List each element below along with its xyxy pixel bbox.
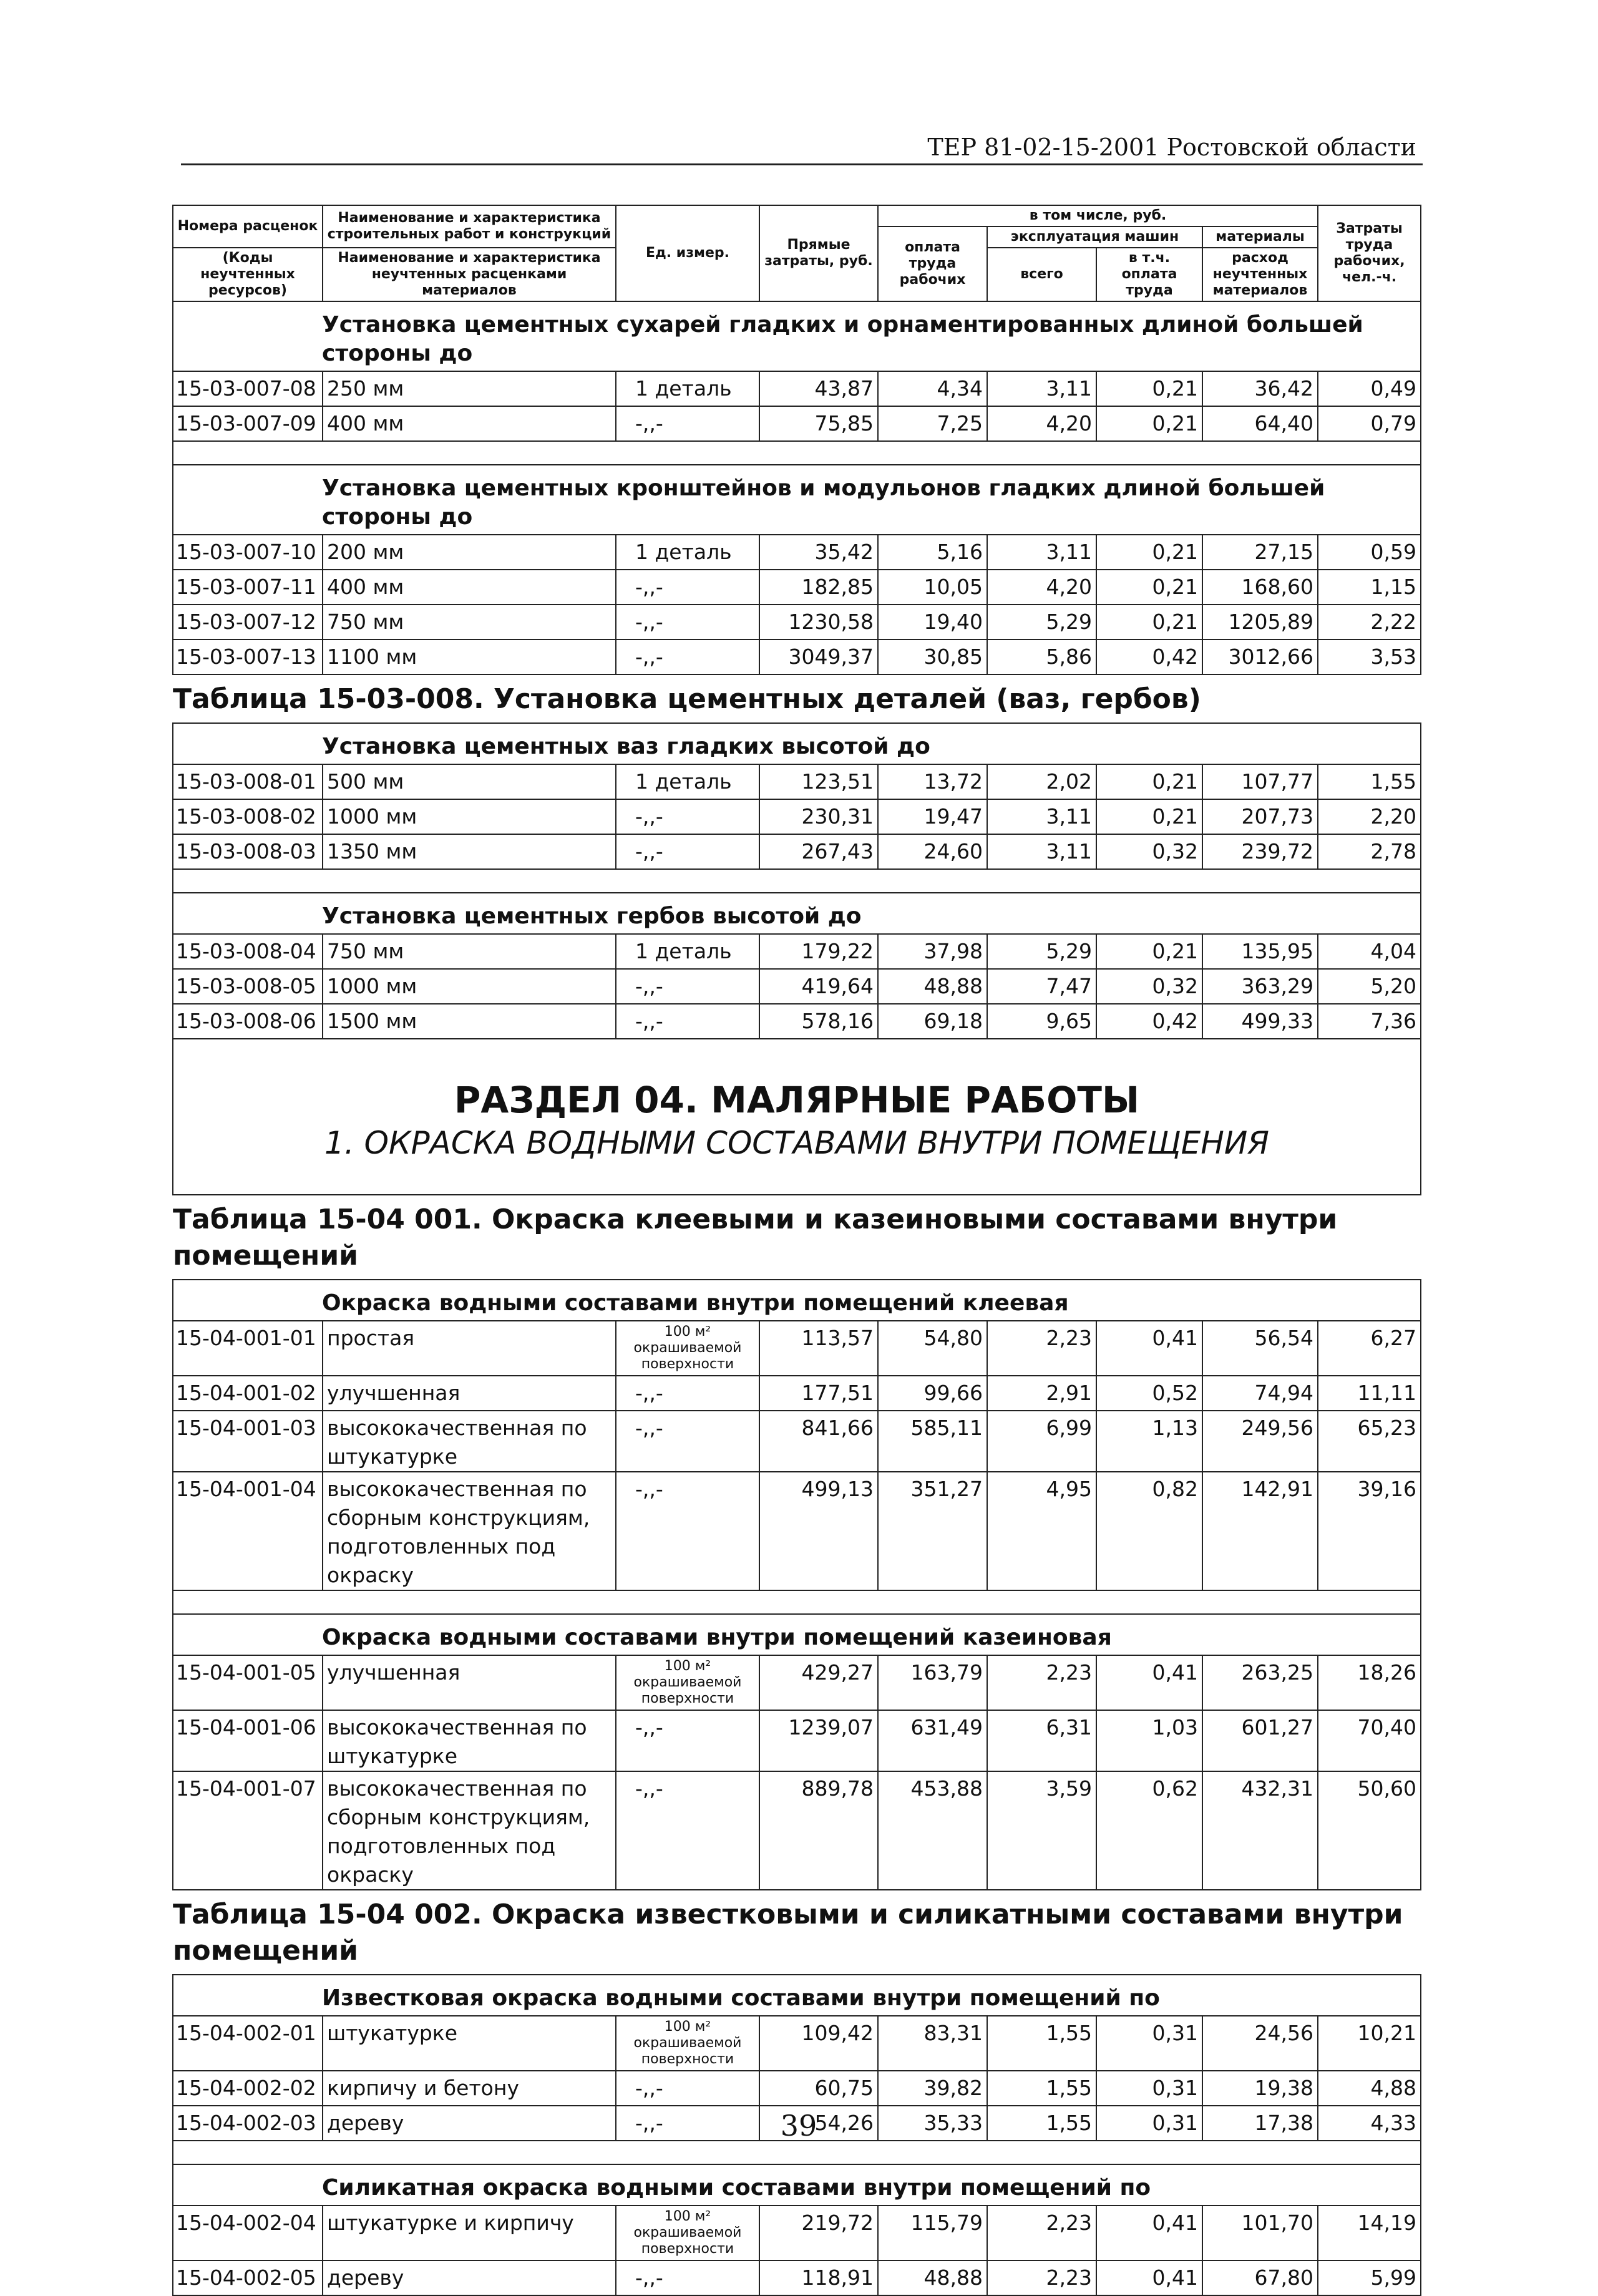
unit-cell: -,,- xyxy=(616,570,759,605)
rate-code: 15-03-007-10 xyxy=(173,535,323,570)
table-row xyxy=(173,1655,1421,1710)
rates-sheet xyxy=(172,205,1420,2296)
materials-cost: 36,42 xyxy=(1202,371,1318,406)
direct-cost: 179,22 xyxy=(759,934,878,969)
unit-cell: -,,- xyxy=(616,1376,759,1411)
header-machines-total: всего xyxy=(987,248,1096,301)
machines-total: 1,55 xyxy=(987,2016,1096,2071)
direct-cost: 578,16 xyxy=(759,1004,878,1039)
machines-total: 9,65 xyxy=(987,1004,1096,1039)
machines-total: 3,11 xyxy=(987,834,1096,869)
materials-cost: 74,94 xyxy=(1202,1376,1318,1411)
rate-code: 15-04-002-01 xyxy=(173,2016,323,2071)
machines-pay: 0,21 xyxy=(1096,934,1202,969)
section-row xyxy=(173,1614,1421,1655)
machines-pay: 0,42 xyxy=(1096,640,1202,674)
table-row xyxy=(173,1411,1421,1472)
work-name: 750 мм xyxy=(323,605,616,640)
rate-code: 15-04-001-07 xyxy=(173,1771,323,1890)
header-machines: эксплуатация машин xyxy=(987,226,1202,248)
rate-code: 15-03-008-04 xyxy=(173,934,323,969)
machines-pay: 0,41 xyxy=(1096,2260,1202,2295)
header-labor-cost: Затраты труда рабочих, чел.-ч. xyxy=(1318,205,1421,301)
machines-pay: 0,41 xyxy=(1096,1655,1202,1710)
table-title: Таблица 15-03-008. Установка цементных деталей (ваз, гербов) xyxy=(173,674,1421,723)
rate-code: 15-04-002-04 xyxy=(173,2206,323,2260)
rate-code: 15-03-008-02 xyxy=(173,799,323,834)
section-row xyxy=(173,1975,1421,2016)
machines-total: 3,59 xyxy=(987,1771,1096,1890)
labor-hours: 2,22 xyxy=(1318,605,1421,640)
section-row xyxy=(173,1280,1421,1321)
unit-cell: 100 м² окрашиваемой поверхности xyxy=(616,2206,759,2260)
machines-total: 5,86 xyxy=(987,640,1096,674)
work-name: 400 мм xyxy=(323,570,616,605)
spacer-row xyxy=(173,1590,1421,1614)
labor-pay: 585,11 xyxy=(878,1411,987,1472)
machines-pay: 0,41 xyxy=(1096,2206,1202,2260)
labor-hours: 50,60 xyxy=(1318,1771,1421,1890)
direct-cost: 429,27 xyxy=(759,1655,878,1710)
labor-pay: 13,72 xyxy=(878,764,987,799)
machines-total: 6,31 xyxy=(987,1710,1096,1771)
rate-code: 15-03-008-06 xyxy=(173,1004,323,1039)
machines-pay: 0,21 xyxy=(1096,406,1202,441)
table-body xyxy=(173,301,1421,2295)
labor-pay: 453,88 xyxy=(878,1771,987,1890)
unit-cell: -,,- xyxy=(616,2071,759,2106)
unit-cell: -,,- xyxy=(616,2260,759,2295)
table-title: Таблица 15-04 001. Окраска клеевыми и казеиновыми составами внутри помещений xyxy=(173,1195,1421,1280)
table-row xyxy=(173,969,1421,1004)
labor-hours: 0,59 xyxy=(1318,535,1421,570)
machines-pay: 0,41 xyxy=(1096,1321,1202,1376)
machines-pay: 0,31 xyxy=(1096,2106,1202,2141)
direct-cost: 3049,37 xyxy=(759,640,878,674)
machines-pay: 0,31 xyxy=(1096,2071,1202,2106)
machines-pay: 0,21 xyxy=(1096,570,1202,605)
labor-hours: 5,20 xyxy=(1318,969,1421,1004)
work-name: 1000 мм xyxy=(323,799,616,834)
unit-cell: -,,- xyxy=(616,1411,759,1472)
work-name: высококачественная по штукатурке xyxy=(323,1411,616,1472)
direct-cost: 177,51 xyxy=(759,1376,878,1411)
work-name: 200 мм xyxy=(323,535,616,570)
direct-cost: 123,51 xyxy=(759,764,878,799)
table-row xyxy=(173,1771,1421,1890)
table-row xyxy=(173,605,1421,640)
labor-hours: 4,88 xyxy=(1318,2071,1421,2106)
table-row xyxy=(173,535,1421,570)
materials-cost: 1205,89 xyxy=(1202,605,1318,640)
materials-cost: 249,56 xyxy=(1202,1411,1318,1472)
header-name-sub: Наименование и характеристика неучтенных расценками материалов xyxy=(323,248,616,301)
unit-cell: -,,- xyxy=(616,605,759,640)
section-heading: Установка цементных сухарей гладких и орнаментированных длиной большей стороны до xyxy=(173,301,1421,371)
work-name: 1350 мм xyxy=(323,834,616,869)
header-machines-incl: в т.ч. оплата труда xyxy=(1096,248,1202,301)
unit-cell: 100 м² окрашиваемой поверхности xyxy=(616,2016,759,2071)
materials-cost: 363,29 xyxy=(1202,969,1318,1004)
work-name: 500 мм xyxy=(323,764,616,799)
section-row xyxy=(173,301,1421,371)
labor-hours: 39,16 xyxy=(1318,1472,1421,1590)
unit-cell: -,,- xyxy=(616,1472,759,1590)
direct-cost: 75,85 xyxy=(759,406,878,441)
direct-cost: 230,31 xyxy=(759,799,878,834)
work-name: 1500 мм xyxy=(323,1004,616,1039)
machines-pay: 0,21 xyxy=(1096,535,1202,570)
materials-cost: 135,95 xyxy=(1202,934,1318,969)
machines-total: 3,11 xyxy=(987,535,1096,570)
labor-hours: 6,27 xyxy=(1318,1321,1421,1376)
materials-cost: 27,15 xyxy=(1202,535,1318,570)
labor-pay: 48,88 xyxy=(878,2260,987,2295)
materials-cost: 19,38 xyxy=(1202,2071,1318,2106)
materials-cost: 64,40 xyxy=(1202,406,1318,441)
labor-hours: 3,53 xyxy=(1318,640,1421,674)
table-row xyxy=(173,1472,1421,1590)
machines-total: 4,20 xyxy=(987,570,1096,605)
labor-pay: 35,33 xyxy=(878,2106,987,2141)
labor-hours: 14,19 xyxy=(1318,2206,1421,2260)
machines-total: 5,29 xyxy=(987,605,1096,640)
machines-total: 2,23 xyxy=(987,2206,1096,2260)
unit-cell: 1 деталь xyxy=(616,535,759,570)
machines-pay: 0,82 xyxy=(1096,1472,1202,1590)
direct-cost: 1239,07 xyxy=(759,1710,878,1771)
direct-cost: 267,43 xyxy=(759,834,878,869)
labor-pay: 37,98 xyxy=(878,934,987,969)
header-name: Наименование и характеристика строительных работ и конструкций xyxy=(323,205,616,248)
labor-hours: 1,55 xyxy=(1318,764,1421,799)
machines-total: 7,47 xyxy=(987,969,1096,1004)
unit-cell: -,,- xyxy=(616,1771,759,1890)
labor-pay: 163,79 xyxy=(878,1655,987,1710)
section-heading: Известковая окраска водными составами внутри помещений по xyxy=(173,1975,1421,2016)
header-code-sub: (Коды неучтенных ресурсов) xyxy=(173,248,323,301)
rate-code: 15-04-002-02 xyxy=(173,2071,323,2106)
materials-cost: 17,38 xyxy=(1202,2106,1318,2141)
section-row xyxy=(173,465,1421,535)
materials-cost: 168,60 xyxy=(1202,570,1318,605)
rate-code: 15-03-007-09 xyxy=(173,406,323,441)
direct-cost: 419,64 xyxy=(759,969,878,1004)
labor-hours: 65,23 xyxy=(1318,1411,1421,1472)
header-materials-sub: расход неучтенных материалов xyxy=(1202,248,1318,301)
labor-pay: 30,85 xyxy=(878,640,987,674)
materials-cost: 207,73 xyxy=(1202,799,1318,834)
machines-total: 6,99 xyxy=(987,1411,1096,1472)
materials-cost: 24,56 xyxy=(1202,2016,1318,2071)
labor-pay: 48,88 xyxy=(878,969,987,1004)
table-row xyxy=(173,1376,1421,1411)
labor-hours: 10,21 xyxy=(1318,2016,1421,2071)
header-direct: Прямые затраты, руб. xyxy=(759,205,878,301)
unit-cell: 1 деталь xyxy=(616,764,759,799)
labor-hours: 2,20 xyxy=(1318,799,1421,834)
direct-cost: 60,75 xyxy=(759,2071,878,2106)
section-heading: Окраска водными составами внутри помещений клеевая xyxy=(173,1280,1421,1321)
spacer-cell xyxy=(173,2141,1421,2164)
materials-cost: 432,31 xyxy=(1202,1771,1318,1890)
rate-code: 15-04-001-04 xyxy=(173,1472,323,1590)
labor-pay: 351,27 xyxy=(878,1472,987,1590)
labor-pay: 115,79 xyxy=(878,2206,987,2260)
machines-pay: 0,42 xyxy=(1096,1004,1202,1039)
materials-cost: 263,25 xyxy=(1202,1655,1318,1710)
labor-pay: 10,05 xyxy=(878,570,987,605)
header-including: в том числе, руб. xyxy=(878,205,1318,226)
table-row xyxy=(173,799,1421,834)
labor-hours: 1,15 xyxy=(1318,570,1421,605)
table-row xyxy=(173,2206,1421,2260)
table-row xyxy=(173,2071,1421,2106)
direct-cost: 43,87 xyxy=(759,371,878,406)
machines-pay: 0,62 xyxy=(1096,1771,1202,1890)
machines-total: 3,11 xyxy=(987,371,1096,406)
work-name: штукатурке xyxy=(323,2016,616,2071)
work-name: 400 мм xyxy=(323,406,616,441)
labor-pay: 631,49 xyxy=(878,1710,987,1771)
spacer-cell xyxy=(173,869,1421,893)
machines-total: 2,02 xyxy=(987,764,1096,799)
direct-cost: 113,57 xyxy=(759,1321,878,1376)
spacer-row xyxy=(173,869,1421,893)
unit-cell: -,,- xyxy=(616,969,759,1004)
machines-pay: 1,13 xyxy=(1096,1411,1202,1472)
labor-pay: 83,31 xyxy=(878,2016,987,2071)
table-row xyxy=(173,640,1421,674)
table-title-row xyxy=(173,1890,1421,1975)
page-header xyxy=(181,132,1423,165)
labor-hours: 7,36 xyxy=(1318,1004,1421,1039)
table-row xyxy=(173,1321,1421,1376)
header-materials: материалы xyxy=(1202,226,1318,248)
section-row xyxy=(173,2164,1421,2206)
machines-pay: 0,32 xyxy=(1096,834,1202,869)
machines-total: 5,29 xyxy=(987,934,1096,969)
rate-code: 15-04-001-05 xyxy=(173,1655,323,1710)
unit-cell: -,,- xyxy=(616,1004,759,1039)
materials-cost: 499,33 xyxy=(1202,1004,1318,1039)
rate-code: 15-03-007-12 xyxy=(173,605,323,640)
labor-pay: 19,40 xyxy=(878,605,987,640)
header-code: Номера расценок xyxy=(173,205,323,248)
section-heading: Силикатная окраска водными составами внутри помещений по xyxy=(173,2164,1421,2206)
machines-total: 4,20 xyxy=(987,406,1096,441)
direct-cost: 109,42 xyxy=(759,2016,878,2071)
unit-cell: 100 м² окрашиваемой поверхности xyxy=(616,1321,759,1376)
machines-total: 3,11 xyxy=(987,799,1096,834)
labor-pay: 99,66 xyxy=(878,1376,987,1411)
rate-code: 15-04-001-03 xyxy=(173,1411,323,1472)
table-row xyxy=(173,2260,1421,2295)
unit-cell: -,,- xyxy=(616,1710,759,1771)
labor-pay: 24,60 xyxy=(878,834,987,869)
header-unit: Ед. измер. xyxy=(616,205,759,301)
rate-code: 15-03-007-11 xyxy=(173,570,323,605)
work-name: улучшенная xyxy=(323,1655,616,1710)
machines-pay: 0,21 xyxy=(1096,605,1202,640)
table-row xyxy=(173,570,1421,605)
materials-cost: 101,70 xyxy=(1202,2206,1318,2260)
header-labor-pay: оплата труда рабочих xyxy=(878,226,987,301)
section-heading: Установка цементных кронштейнов и модульонов гладких длиной большей стороны до xyxy=(173,465,1421,535)
work-name: 750 мм xyxy=(323,934,616,969)
labor-pay: 5,16 xyxy=(878,535,987,570)
direct-cost: 118,91 xyxy=(759,2260,878,2295)
machines-pay: 1,03 xyxy=(1096,1710,1202,1771)
direct-cost: 889,78 xyxy=(759,1771,878,1890)
work-name: дереву xyxy=(323,2260,616,2295)
work-name: 1000 мм xyxy=(323,969,616,1004)
section-title: РАЗДЕЛ 04. МАЛЯРНЫЕ РАБОТЫ xyxy=(454,1079,1140,1121)
machines-pay: 0,21 xyxy=(1096,764,1202,799)
work-name: высококачественная по сборным конструкциям, подготовленных под окраску xyxy=(323,1472,616,1590)
page-number: 39 xyxy=(780,2109,817,2143)
work-name: штукатурке и кирпичу xyxy=(323,2206,616,2260)
section-heading: Установка цементных ваз гладких высотой до xyxy=(173,723,1421,764)
work-name: простая xyxy=(323,1321,616,1376)
document-title: ТЕР 81-02-15-2001 Ростовской области xyxy=(927,134,1416,161)
materials-cost: 67,80 xyxy=(1202,2260,1318,2295)
table-row xyxy=(173,1004,1421,1039)
materials-cost: 56,54 xyxy=(1202,1321,1318,1376)
table-title-row xyxy=(173,674,1421,723)
rate-code: 15-03-007-13 xyxy=(173,640,323,674)
rate-code: 15-03-007-08 xyxy=(173,371,323,406)
spacer-row xyxy=(173,441,1421,465)
rate-code: 15-04-001-01 xyxy=(173,1321,323,1376)
section-heading: Установка цементных гербов высотой до xyxy=(173,893,1421,934)
work-name: улучшенная xyxy=(323,1376,616,1411)
table-row xyxy=(173,934,1421,969)
labor-hours: 18,26 xyxy=(1318,1655,1421,1710)
unit-cell: -,,- xyxy=(616,799,759,834)
table-row xyxy=(173,1710,1421,1771)
table-row xyxy=(173,2016,1421,2071)
unit-cell: -,,- xyxy=(616,406,759,441)
labor-hours: 0,79 xyxy=(1318,406,1421,441)
table-title: Таблица 15-04 002. Окраска известковыми и силикатными составами внутри помещений xyxy=(173,1890,1421,1975)
rate-code: 15-04-002-03 xyxy=(173,2106,323,2141)
rate-code: 15-04-002-05 xyxy=(173,2260,323,2295)
direct-cost: 54,26 xyxy=(759,2106,878,2141)
direct-cost: 219,72 xyxy=(759,2206,878,2260)
direct-cost: 499,13 xyxy=(759,1472,878,1590)
section-subtitle: 1. ОКРАСКА ВОДНЫМИ СОСТАВАМИ ВНУТРИ ПОМЕЩЕНИЯ xyxy=(324,1125,1269,1161)
labor-pay: 39,82 xyxy=(878,2071,987,2106)
direct-cost: 35,42 xyxy=(759,535,878,570)
table-row xyxy=(173,834,1421,869)
labor-pay: 4,34 xyxy=(878,371,987,406)
machines-total: 2,23 xyxy=(987,1321,1096,1376)
labor-pay: 19,47 xyxy=(878,799,987,834)
labor-pay: 54,80 xyxy=(878,1321,987,1376)
work-name: 1100 мм xyxy=(323,640,616,674)
machines-total: 2,91 xyxy=(987,1376,1096,1411)
work-name: дереву xyxy=(323,2106,616,2141)
rate-code: 15-04-001-02 xyxy=(173,1376,323,1411)
materials-cost: 3012,66 xyxy=(1202,640,1318,674)
unit-cell: 1 деталь xyxy=(616,934,759,969)
labor-hours: 4,33 xyxy=(1318,2106,1421,2141)
direct-cost: 841,66 xyxy=(759,1411,878,1472)
table-header xyxy=(173,205,1421,301)
materials-cost: 142,91 xyxy=(1202,1472,1318,1590)
spacer-row xyxy=(173,2141,1421,2164)
unit-cell: -,,- xyxy=(616,2106,759,2141)
labor-pay: 7,25 xyxy=(878,406,987,441)
machines-pay: 0,31 xyxy=(1096,2016,1202,2071)
section-row xyxy=(173,893,1421,934)
machines-total: 1,55 xyxy=(987,2071,1096,2106)
materials-cost: 601,27 xyxy=(1202,1710,1318,1771)
unit-cell: 1 деталь xyxy=(616,371,759,406)
table-row xyxy=(173,406,1421,441)
machines-pay: 0,52 xyxy=(1096,1376,1202,1411)
work-name: 250 мм xyxy=(323,371,616,406)
unit-cell: -,,- xyxy=(616,640,759,674)
direct-cost: 1230,58 xyxy=(759,605,878,640)
labor-hours: 70,40 xyxy=(1318,1710,1421,1771)
labor-hours: 4,04 xyxy=(1318,934,1421,969)
spacer-cell xyxy=(173,1590,1421,1614)
rate-code: 15-03-008-03 xyxy=(173,834,323,869)
labor-hours: 2,78 xyxy=(1318,834,1421,869)
machines-pay: 0,21 xyxy=(1096,799,1202,834)
rate-code: 15-03-008-05 xyxy=(173,969,323,1004)
table-title-row xyxy=(173,1195,1421,1280)
work-name: высококачественная по штукатурке xyxy=(323,1710,616,1771)
section-row xyxy=(173,723,1421,764)
machines-total: 1,55 xyxy=(987,2106,1096,2141)
machines-total: 2,23 xyxy=(987,1655,1096,1710)
work-name: кирпичу и бетону xyxy=(323,2071,616,2106)
table-row xyxy=(173,764,1421,799)
unit-cell: 100 м² окрашиваемой поверхности xyxy=(616,1655,759,1710)
spacer-cell xyxy=(173,441,1421,465)
rate-code: 15-04-001-06 xyxy=(173,1710,323,1771)
materials-cost: 107,77 xyxy=(1202,764,1318,799)
direct-cost: 182,85 xyxy=(759,570,878,605)
machines-total: 4,95 xyxy=(987,1472,1096,1590)
materials-cost: 239,72 xyxy=(1202,834,1318,869)
labor-hours: 11,11 xyxy=(1318,1376,1421,1411)
work-name: высококачественная по сборным конструкциям, подготовленных под окраску xyxy=(323,1771,616,1890)
rate-code: 15-03-008-01 xyxy=(173,764,323,799)
labor-hours: 0,49 xyxy=(1318,371,1421,406)
unit-cell: -,,- xyxy=(616,834,759,869)
machines-total: 2,23 xyxy=(987,2260,1096,2295)
section-title-row xyxy=(173,1039,1421,1195)
labor-hours: 5,99 xyxy=(1318,2260,1421,2295)
rates-table xyxy=(172,205,1421,2296)
section-heading: Окраска водными составами внутри помещений казеиновая xyxy=(173,1614,1421,1655)
machines-pay: 0,32 xyxy=(1096,969,1202,1004)
table-row xyxy=(173,371,1421,406)
section-title-block xyxy=(173,1039,1421,1195)
machines-pay: 0,21 xyxy=(1096,371,1202,406)
labor-pay: 69,18 xyxy=(878,1004,987,1039)
